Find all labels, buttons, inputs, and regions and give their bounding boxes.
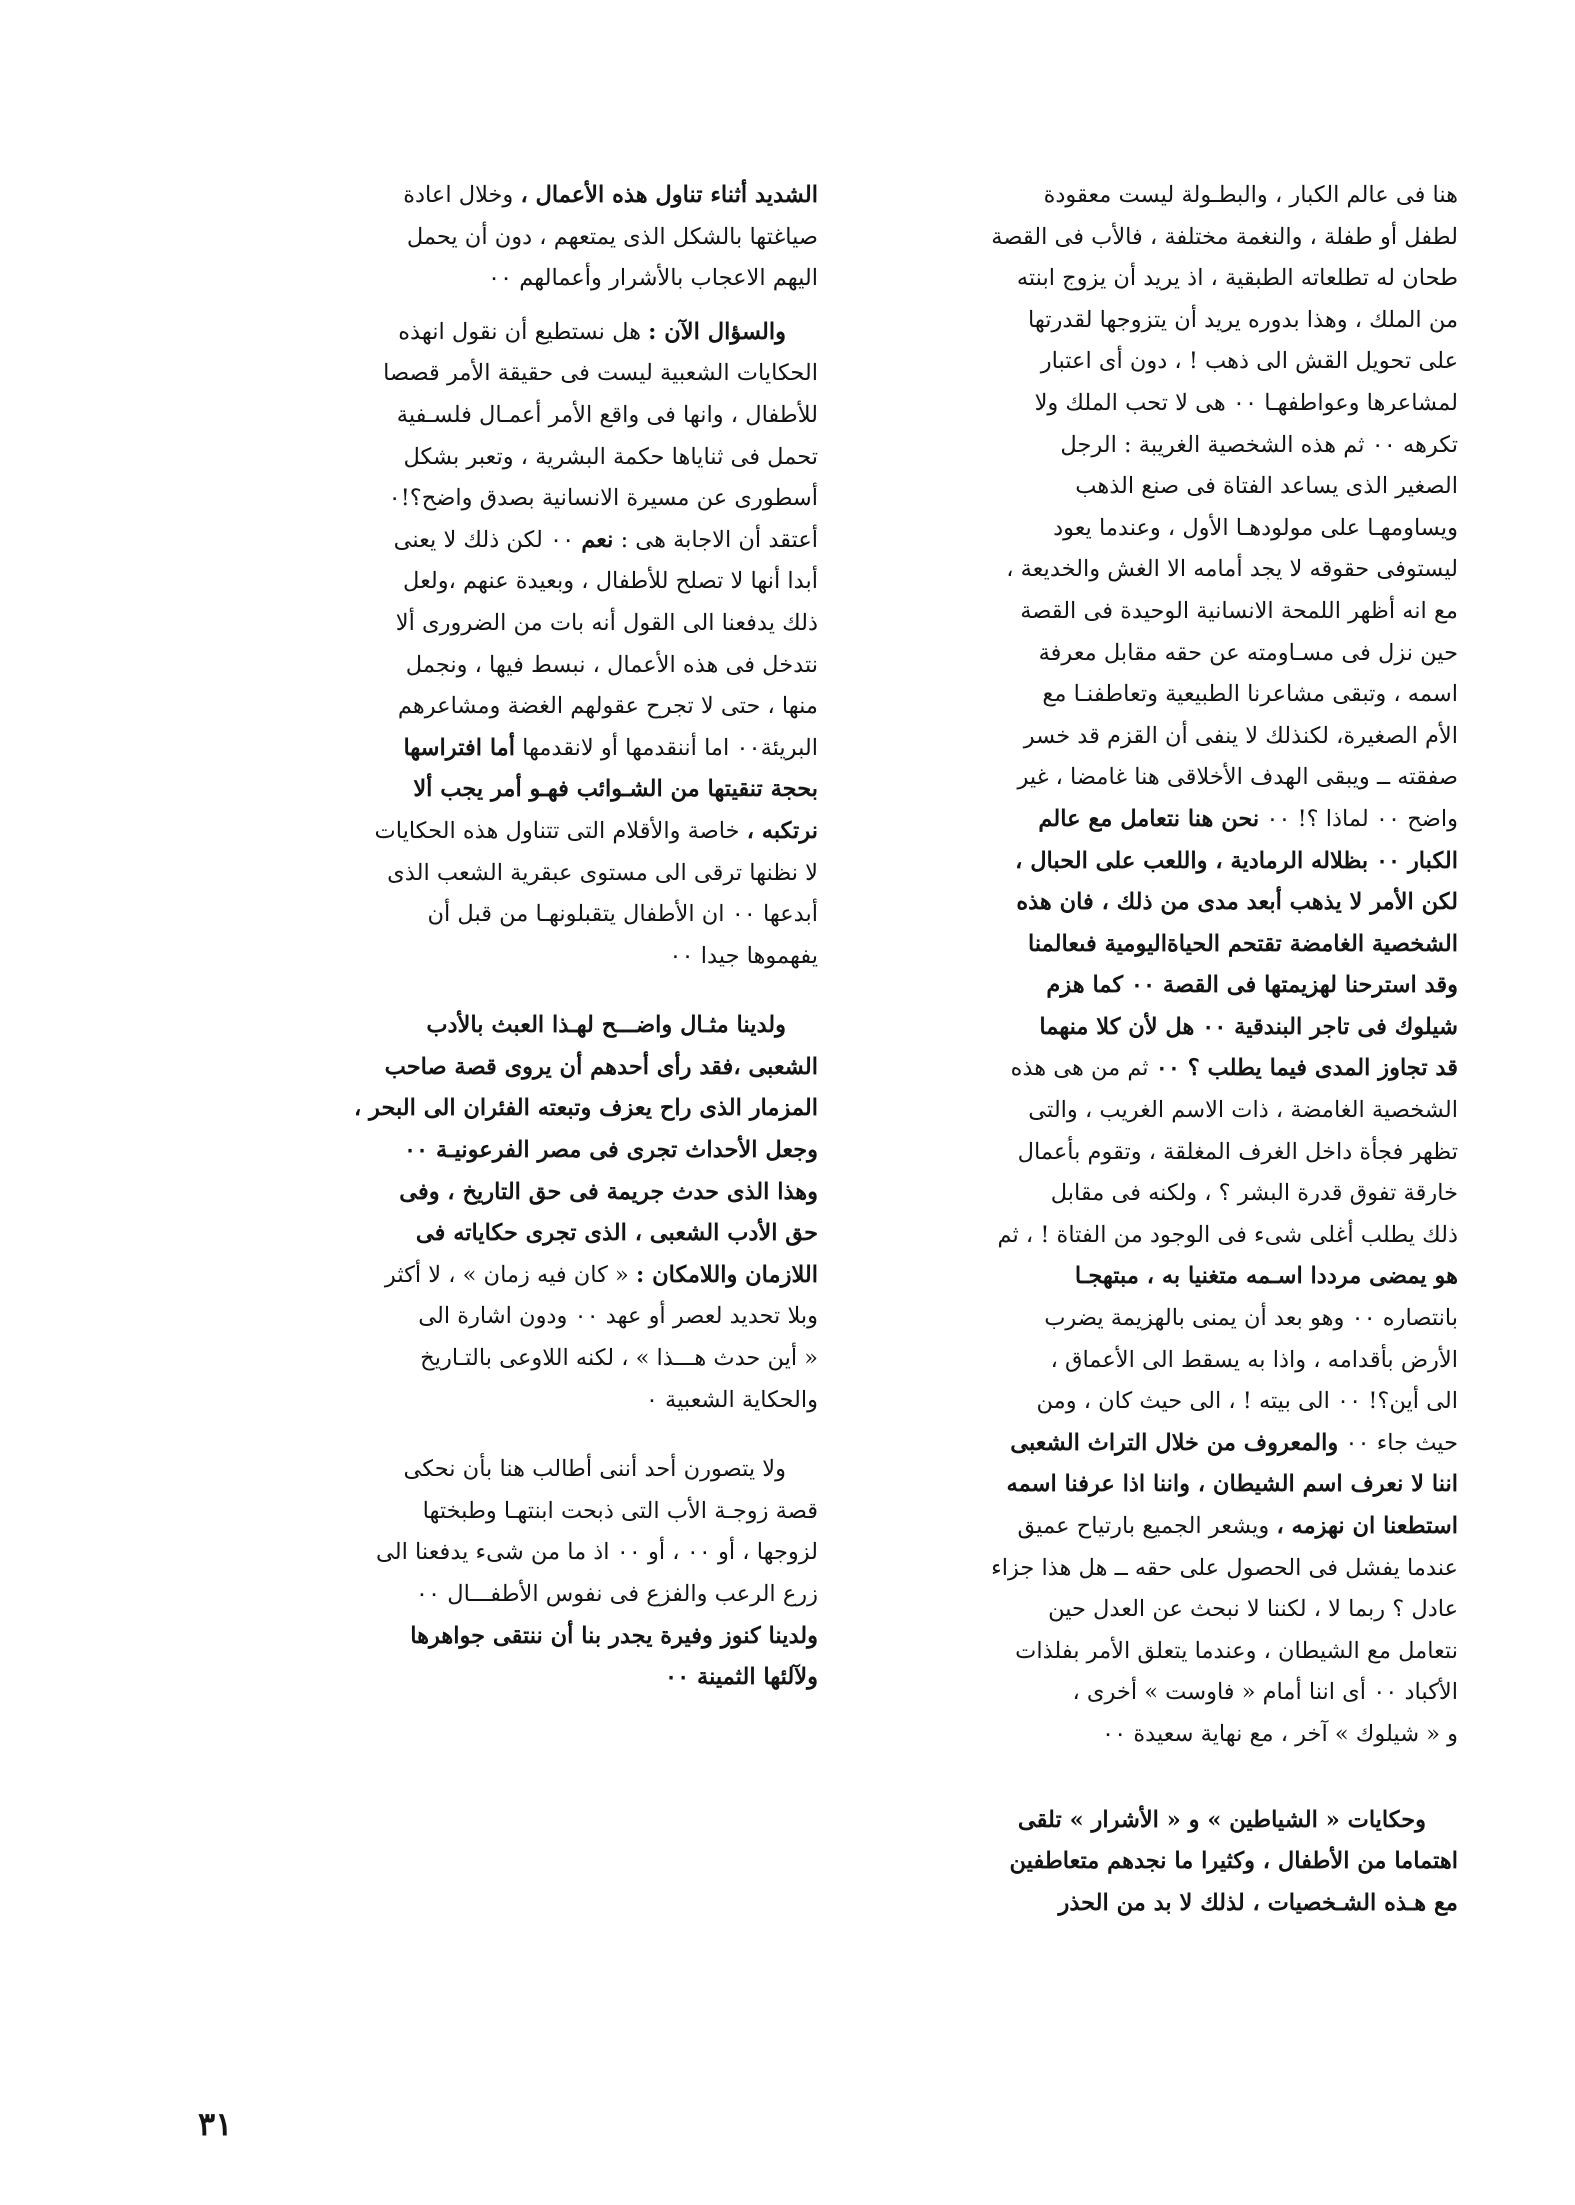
body-paragraph [218,1449,818,1699]
emphasis-text: ولدينا كنوز وفيرة يجدر بنا أن ننتقى جواهرها ولآلئها الثمينة ٠٠ [410,1622,818,1691]
emphasis-text: والمعروف من خلال التراث الشعبى اننا لا نعرف اسم الشيطان ، واننا اذا عرفنا اسمه استطعنا ان نهزمه ، [1006,1429,1458,1539]
body-paragraph [858,175,1458,1756]
body-text: ويشعر الجميع بارتياح عميق عندما يفشل فى الحصول على حقه ــ هل هذا جزاء عادل ؟ ربما لا ، لكننا لا نبحث عن العدل حين نتعامل مع الشيطان ، وعندما يتعلق الأمر بفلذات الأكباد ٠٠ أى اننا أمام « فاوست » أخرى ، و « شيلوك » آخر ، مع نهاية سعيدة ٠٠ [991,1513,1458,1747]
emphasis-text: الشديد أثناء تناول هذه الأعمال ، [520,182,818,208]
body-text: ولا يتصورن أحد أننى أطالب هنا بأن نحكى قصة زوجـة الأب التى ذبحت ابنتهـا وطبختها لزوجها ، أو ٠٠ ، أو ٠٠ اذ ما من شىء يدفعنا الى زرع الرعب والفزع فى نفوس الأطفـــال ٠٠ [376,1456,818,1607]
body-paragraph [218,175,818,300]
emphasis-text: ولدينا مثـال واضـــح لهـذا العبث بالأدب الشعبى ،فقد رأى أحدهم أن يروى قصة صاحب المزمار الذى راح يعزف وتبعته الفئران الى البحر ، وجعل الأحداث تجرى فى مصر الفرعونيـة ٠٠ وهذا الذى حدث جريمة فى حق التاريخ ، وفى حق الأدب الشعبى ، الذى تجرى حكاياته فى اللازمان واللامكان : [353,1012,818,1288]
body-text: وخلال اعادة صياغتها بالشكل الذى يمتعهم ، دون أن يحمل اليهم الاعجاب بالأشرار وأعمالهم ٠٠ [403,182,818,292]
body-text: هل نستطيع أن نقول انهذه الحكايات الشعبية ليست فى حقيقة الأمر قصصا للأطفال ، وانها فى واقع الأمر أعمـال فلسـفية تحمل فى ثناياها حكمة البشرية ، وتعبر بشكل أسطورى عن مسيرة الانسانية بصدق واضح؟!٠ أعتقد أن الاجابة هى : [383,318,818,553]
body-text: خاصة والأقلام التى تتناول هذه الحكايات لا نظنها ترقى الى مستوى عبقرية الشعب الذى أبدعها ٠٠ ان الأطفال يتقبلونهـا من قبل أن يفهموها جيدا ٠٠ [374,817,818,969]
body-text: هنا فى عالم الكبار ، والبطـولة ليست معقودة لطفل أو طفلة ، والنغمة مختلفة ، فالأب فى القصة طحان له تطلعاته الطبقية ، اذ يريد أن يزوج ابنته من الملك ، وهذا بدوره يريد أن يتزوجها لقدرتها على تحويل القش الى ذهب ! ، دون أى اعتبار لمشاعرها وعواطفهـا ٠٠ هى لا تحب الملك ولا تكرهه ٠٠ ثم هذه الشخصية الغريبة : الرجل الصغير الذى يساعد الفتاة فى صنع الذهب ويساومهـا على مولودهـا الأول ، وعندما يعود ليستوفى حقوقه لا يجد أمامه الا الغش والخديعة ، مع انه أظهر اللمحة الانسانية الوحيدة فى القصة حين نزل فى مسـاومته عن حقه مقابل معرفة اسمه ، وتبقى مشاعرنا الطبيعية وتعاطفنـا مع الأم الصغيرة، لكنذلك لا ينفى أن القزم قد خسر صفقته ــ ويبقى الهدف الأخلاقى هنا غامضا ، غير واضح ٠٠ لماذا ؟! ٠٠ [991,182,1458,832]
body-text: « كان فيه زمان » ، لا أكثر وبلا تحديد لعصر أو عهد ٠٠ ودون اشارة الى « أين حدث هـــذا » ، لكنه اللاوعى بالتـاريخ والحكاية الشعبية ٠ [384,1261,818,1413]
emphasis-text: نعم [581,526,614,553]
right-column [858,175,1458,1924]
body-paragraph: وحكايات « الشياطين » و « الأشرار » تلقى اهتماما من الأطفال ، وكثيرا ما نجدهم متعاطفين مع هـذه الشـخصيات ، لذلك لا بد من الحذر [1009,1806,1458,1916]
emphasis-text: هو يمضى مرددا اسـمه متغنيا به ، مبتهجـا [1074,1263,1458,1290]
emphasis-text: أما افتراسها بحجة تنقيتها من الشـوائب فهـو أمر يجب ألا نرتكبه ، [403,734,818,844]
body-text: ثم من هى هذه الشخصية الغامضة ، ذات الاسم الغريب ، والتى تظهر فجأة داخل الغرف المغلقة ، وتقوم بأعمال خارقة تفوق قدرة البشر ؟ ، ولكنه فى مقابل ذلك يطلب أغلى شىء فى الوجود من الفتاة ! ، ثم [997,1055,1458,1248]
page-number: ٣١ [198,2105,233,2143]
body-text: بانتصاره ٠٠ وهو بعد أن يمنى بالهزيمة يضرب الأرض بأقدامه ، واذا به يسقط الى الأعماق ، الى أين؟! ٠٠ الى بيته ! ، الى حيث كان ، ومن حيث جاء ٠٠ [1036,1305,1458,1456]
body-paragraph [218,1005,818,1421]
emphasis-text: والسؤال الآن : [648,318,786,345]
body-text: ٠٠ لكن ذلك لا يعنى أبدا أنها لا تصلح للأطفال ، وبعيدة عنهم ،ولعل ذلك يدفعنا الى القول أنه بات من الضرورى ألا نتدخل فى هذه الأعمال ، نبسط فيها ، ونجمل منها ، حتى لا تجرح عقولهم الغضة ومشاعرهم البريئة٠٠ اما أننقدمها أو لانقدمها [393,526,818,761]
left-column [218,175,818,1699]
body-paragraph [218,312,818,978]
emphasis-text: نحن هنا نتعامل مع عالم الكبار ٠٠ بظلاله الرمادية ، واللعب على الحبال ، لكن الأمر لا يذهب أبعد مدى من ذلك ، فان هذه الشخصية الغامضة تقتحم الحياةاليومية فىعالمنا وقد استرحنا لهزيمتها فى القصة ٠٠ كما هزم شيلوك فى تاجر البندقية ٠٠ هل لأن كلا منهما قد تجاوز المدى فيما يطلب ؟ ٠٠ [1015,805,1458,1082]
